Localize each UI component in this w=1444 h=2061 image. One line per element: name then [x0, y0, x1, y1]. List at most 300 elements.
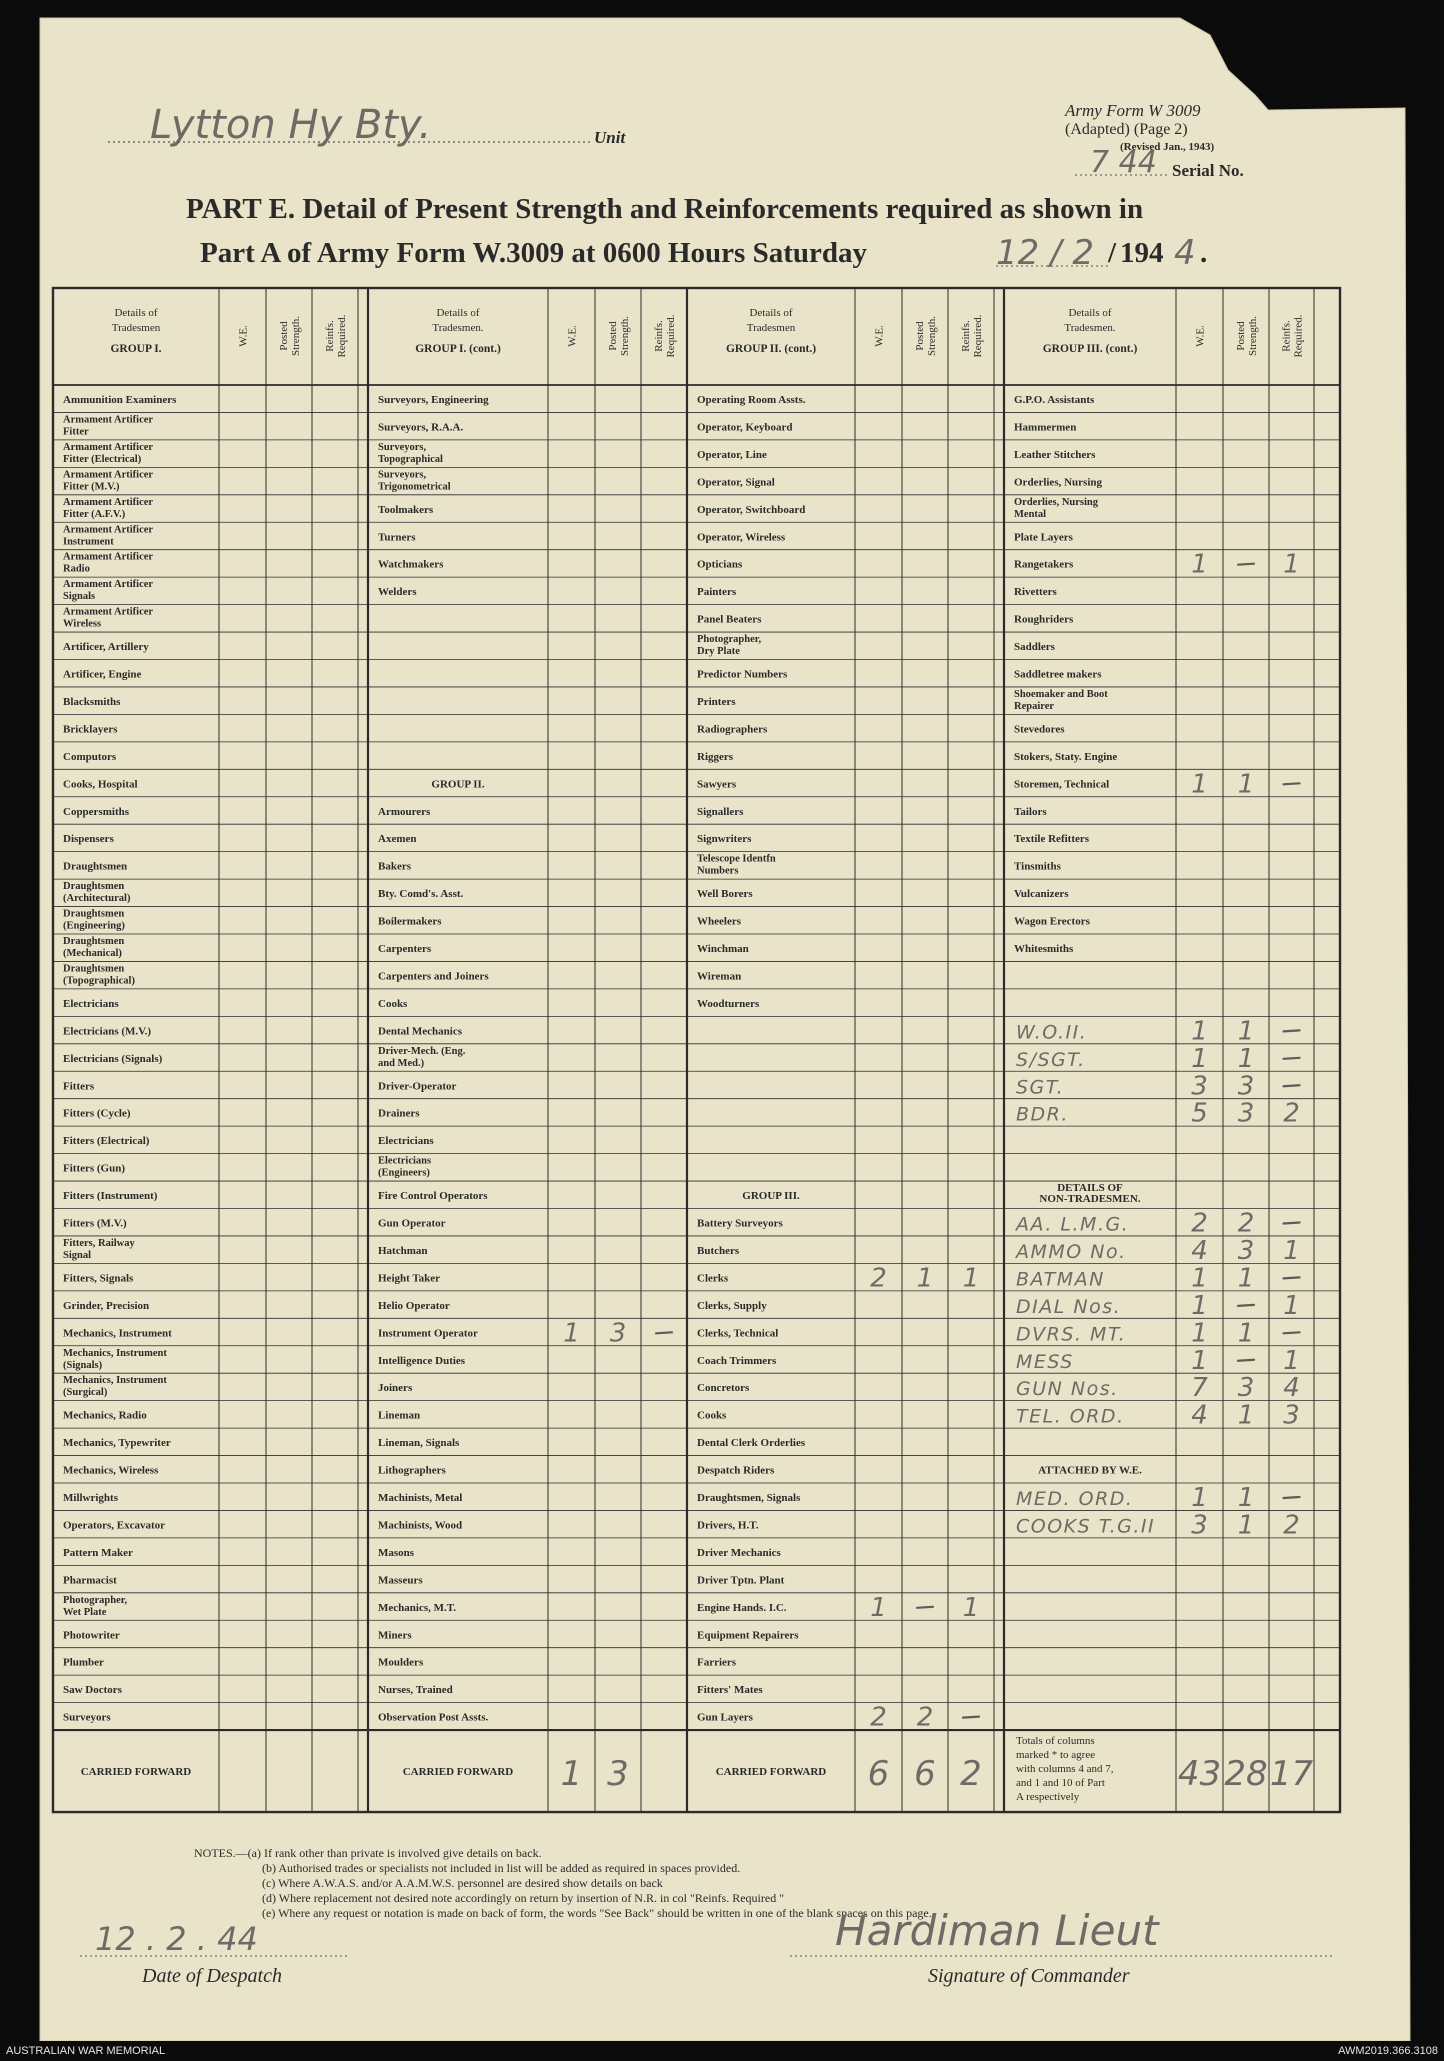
section-heading: NON-TRADESMEN.	[1039, 1193, 1141, 1206]
form-revised: (Revised Jan., 1943)	[1120, 141, 1215, 153]
handwritten-count: 1	[1191, 1016, 1208, 1047]
trade-label: Machinists, Metal	[378, 1492, 463, 1504]
carried-forward-total: 43	[1177, 1754, 1222, 1795]
despatch-label: Date of Despatch	[142, 1965, 282, 1987]
column-heading: GROUP I.	[110, 343, 162, 355]
trade-label: Boilermakers	[378, 915, 442, 928]
signature-handwritten: Hardiman Lieut	[835, 1906, 1159, 1955]
handwritten-count: 1	[1283, 549, 1300, 580]
trade-label: Armourers	[378, 805, 431, 818]
column-heading: Details of	[436, 307, 480, 319]
trade-label: Equipment Repairers	[697, 1629, 799, 1642]
trade-label: Armament Artificer	[63, 496, 154, 508]
handwritten-count: 1	[870, 1592, 887, 1623]
column-heading: Details of	[114, 307, 158, 319]
trade-label: Millwrights	[63, 1492, 118, 1504]
handwritten-rank: COOKS T.G.II	[1016, 1515, 1156, 1538]
trade-label: Wireman	[697, 970, 742, 983]
despatch-date-handwritten: 12 . 2 . 44	[95, 1920, 258, 1958]
unit-handwritten: Lytton Hy Bty.	[150, 102, 432, 148]
trade-label: Hammermen	[1014, 421, 1077, 434]
trade-label: Blacksmiths	[63, 695, 121, 708]
trade-label: (Mechanical)	[63, 948, 122, 959]
handwritten-count: 3	[1283, 1400, 1300, 1431]
trade-label: Dispensers	[63, 833, 114, 846]
trade-label: Woodturners	[697, 997, 760, 1010]
column-heading: Tradesmen	[746, 322, 796, 334]
trade-label: Carpenters and Joiners	[378, 970, 489, 983]
trade-label: Gun Operator	[378, 1217, 446, 1230]
column-subheader: Strength.	[1247, 315, 1259, 357]
trade-label: Clerks	[697, 1272, 729, 1285]
handwritten-rank: DVRS. MT.	[1016, 1323, 1127, 1346]
trade-label: Fitters	[63, 1080, 95, 1093]
trade-label: Artificer, Artillery	[63, 641, 149, 654]
signature-label: Signature of Commander	[928, 1965, 1130, 1987]
trade-label: Fitters (Electrical)	[63, 1135, 150, 1148]
column-subheader: W.E.	[1194, 325, 1207, 347]
trade-label: Numbers	[697, 865, 739, 877]
totals-note: marked * to agree	[1016, 1749, 1096, 1762]
column-subheader: Reinfs.	[653, 320, 665, 352]
handwritten-count: 2	[870, 1702, 887, 1733]
title-line-2: Part A of Army Form W.3009 at 0600 Hours Saturday	[200, 237, 867, 269]
column-heading: GROUP I. (cont.)	[415, 343, 501, 355]
form-name: Army Form W 3009	[1065, 101, 1201, 120]
section-heading: GROUP II.	[431, 778, 485, 791]
trade-label: Engine Hands. I.C.	[697, 1601, 787, 1614]
trade-label: Fitter (M.V.)	[63, 481, 120, 493]
title-year-printed: 194	[1120, 237, 1164, 269]
trade-label: Bakers	[378, 860, 411, 873]
trade-label: Mechanics, Typewriter	[63, 1437, 171, 1450]
trade-label: Stokers, Staty. Engine	[1014, 750, 1118, 763]
trade-label: Fitters' Mates	[697, 1684, 763, 1697]
carried-forward-total: 28	[1224, 1754, 1268, 1795]
trade-label: Operator, Signal	[697, 476, 775, 489]
note-c: (c) Where A.W.A.S. and/or A.A.M.W.S. personnel are desired show details on back	[262, 1876, 663, 1890]
trade-label: Leather Stitchers	[1014, 448, 1096, 461]
trade-label: Mechanics, Instrument	[63, 1375, 167, 1387]
trade-label: Driver Tptn. Plant	[697, 1574, 785, 1587]
handwritten-rank: BATMAN	[1016, 1268, 1105, 1291]
carried-forward-total: 1	[560, 1754, 583, 1795]
handwritten-count: 2	[870, 1263, 887, 1294]
trade-label: Clerks, Technical	[697, 1327, 779, 1340]
title-year-handwritten: 4	[1174, 233, 1196, 273]
handwritten-dash	[1284, 783, 1300, 784]
trade-label: (Engineers)	[378, 1167, 430, 1179]
trade-label: Fitters, Railway	[63, 1237, 135, 1249]
trade-label: Telescope Identfn	[697, 853, 776, 865]
trade-label: Toolmakers	[378, 503, 434, 516]
trade-label: Operating Room Assts.	[697, 394, 806, 406]
handwritten-count: 1	[563, 1318, 580, 1349]
trade-label: Mechanics, Radio	[63, 1409, 147, 1422]
trade-label: Shoemaker and Boot	[1014, 688, 1108, 700]
handwritten-count: 3	[1191, 1071, 1208, 1102]
trade-label: Orderlies, Nursing	[1014, 476, 1102, 489]
trade-label: Draughtsmen	[63, 936, 125, 947]
handwritten-dash	[1284, 1277, 1300, 1278]
trade-label: Masons	[378, 1546, 415, 1559]
column-subheader: Required.	[972, 314, 984, 358]
handwritten-dash	[1238, 1305, 1254, 1306]
trade-label: Opticians	[697, 558, 743, 571]
trade-label: Instrument	[63, 536, 114, 548]
handwritten-rank: AMMO No.	[1016, 1240, 1127, 1263]
trade-label: Fitters, Signals	[63, 1272, 134, 1285]
column-subheader: Required.	[665, 314, 677, 358]
trade-label: (Topographical)	[63, 975, 135, 987]
column-subheader: Posted	[278, 321, 290, 351]
trade-label: Mechanics, Instrument	[63, 1347, 167, 1359]
handwritten-count: 1	[1237, 1016, 1255, 1047]
section-heading: ATTACHED BY W.E.	[1038, 1464, 1142, 1477]
trade-label: G.P.O. Assistants	[1014, 394, 1095, 406]
trade-label: Dental Clerk Orderlies	[697, 1437, 806, 1450]
trade-label: Signallers	[697, 805, 744, 818]
handwritten-count: 1	[1237, 1043, 1255, 1074]
trade-label: Tinsmiths	[1014, 860, 1061, 873]
trade-label: Moulders	[378, 1656, 424, 1669]
handwritten-count: 4	[1191, 1235, 1208, 1266]
trade-label: Electricians (M.V.)	[63, 1025, 152, 1038]
trade-label: Surveyors, Engineering	[378, 394, 489, 406]
handwritten-count: 3	[1237, 1071, 1255, 1102]
trade-label: Rivetters	[1014, 586, 1057, 599]
carried-forward-label: CARRIED FORWARD	[80, 1766, 192, 1779]
trade-label: Draughtsmen	[63, 908, 125, 920]
trade-label: Axemen	[378, 833, 417, 846]
trade-label: Roughriders	[1014, 613, 1074, 626]
handwritten-count: 3	[1237, 1098, 1255, 1129]
handwritten-dash	[1284, 1497, 1300, 1498]
trade-label: Draughtsmen	[63, 860, 128, 873]
trade-label: Lineman	[378, 1409, 421, 1422]
column-heading: GROUP II. (cont.)	[725, 343, 817, 355]
handwritten-count: 1	[1237, 769, 1255, 800]
trade-label: Operator, Wireless	[697, 531, 786, 544]
trade-label: Storemen, Technical	[1014, 778, 1110, 791]
trade-label: Hatchman	[378, 1244, 428, 1257]
handwritten-count: 7	[1191, 1373, 1208, 1404]
trade-label: Machinists, Wood	[378, 1519, 463, 1532]
column-heading: Tradesmen	[111, 322, 161, 334]
trade-label: Operator, Keyboard	[697, 421, 793, 434]
trade-label: Photographer,	[63, 1594, 128, 1606]
trade-label: Trigonometrical	[378, 481, 451, 493]
trade-label: Armament Artificer	[63, 441, 154, 453]
trade-label: Armament Artificer	[63, 524, 154, 536]
handwritten-dash	[917, 1607, 933, 1608]
column-subheader: Posted	[607, 321, 619, 351]
trade-label: Stevedores	[1014, 723, 1065, 736]
handwritten-rank: SGT.	[1016, 1076, 1065, 1099]
archive-strip	[0, 2041, 1444, 2061]
serial-label: Serial No.	[1172, 161, 1244, 180]
trade-label: Lithographers	[378, 1464, 446, 1477]
trade-label: Well Borers	[697, 888, 753, 901]
trade-label: Miners	[378, 1629, 412, 1642]
trade-label: Dry Plate	[697, 646, 740, 658]
handwritten-count: 1	[1237, 1263, 1255, 1294]
trade-label: Armament Artificer	[63, 606, 154, 618]
column-subheader: Reinfs.	[1280, 320, 1293, 352]
column-subheader: Reinfs.	[960, 320, 972, 352]
handwritten-count: 1	[1191, 1345, 1208, 1376]
trade-label: Operators, Excavator	[63, 1519, 166, 1532]
trade-label: Plumber	[63, 1656, 104, 1669]
trade-label: Whitesmiths	[1014, 943, 1074, 955]
trade-label: Grinder, Precision	[63, 1299, 150, 1312]
trade-label: Coach Trimmers	[697, 1354, 777, 1367]
handwritten-count: 1	[1237, 1483, 1255, 1513]
totals-note: Totals of columns	[1016, 1735, 1095, 1748]
trade-label: Fitter	[63, 426, 89, 438]
title-line-1: PART E. Detail of Present Strength and Reinforcements required as shown in	[186, 193, 1144, 225]
trade-label: Battery Surveyors	[697, 1217, 783, 1230]
trade-label: Tailors	[1014, 805, 1047, 818]
trade-label: Fitters (Instrument)	[63, 1190, 158, 1203]
column-subheader: W.E.	[873, 325, 886, 347]
column-subheader: Strength.	[619, 315, 631, 357]
trade-label: Nurses, Trained	[378, 1684, 453, 1697]
trade-label: Surveyors, R.A.A.	[378, 421, 464, 434]
column-subheader: Required.	[336, 314, 348, 358]
trade-label: Watchmakers	[378, 558, 444, 571]
trade-label: Fitters (Gun)	[63, 1162, 126, 1175]
handwritten-count: 1	[1191, 1290, 1208, 1321]
trade-label: Wagon Erectors	[1014, 915, 1090, 928]
handwritten-count: 2	[1237, 1208, 1255, 1239]
trade-label: Fitters (M.V.)	[63, 1217, 127, 1230]
column-subheader: Strength.	[926, 315, 938, 357]
trade-label: Instrument Operator	[378, 1327, 478, 1340]
trade-label: Surveyors,	[378, 441, 427, 453]
handwritten-count: 1	[1191, 549, 1208, 580]
trade-label: Saddlers	[1014, 641, 1055, 654]
handwritten-count: 1	[1191, 1263, 1208, 1294]
trade-label: Helio Operator	[378, 1299, 450, 1312]
column-heading: Tradesmen.	[432, 322, 484, 334]
trade-label: Driver-Mech. (Eng.	[378, 1045, 466, 1057]
trade-label: Dental Mechanics	[378, 1025, 463, 1038]
note-e: (e) Where any request or notation is made on back of form, the words "See Back" should be written in one of the blank spaces on this page.	[262, 1906, 932, 1920]
handwritten-count: 1	[1191, 1318, 1208, 1349]
trade-label: Wet Plate	[63, 1606, 107, 1618]
trade-label: Armament Artificer	[63, 579, 154, 591]
trade-label: Panel Beaters	[697, 613, 762, 626]
trade-label: Saddletree makers	[1014, 668, 1102, 681]
trade-label: Artificer, Engine	[63, 668, 142, 681]
handwritten-rank: BDR.	[1016, 1103, 1069, 1126]
handwritten-dash	[656, 1332, 672, 1333]
trade-label: Pattern Maker	[63, 1546, 133, 1559]
handwritten-count: 1	[1191, 1483, 1208, 1513]
column-subheader: Reinfs.	[324, 320, 336, 352]
totals-note: A respectively	[1016, 1791, 1080, 1804]
trade-label: Printers	[697, 695, 736, 708]
handwritten-dash	[1284, 1085, 1300, 1086]
trade-label: Mental	[1014, 508, 1047, 520]
trade-label: Saw Doctors	[63, 1684, 122, 1697]
carried-forward-label: CARRIED FORWARD	[402, 1766, 514, 1779]
handwritten-count: 4	[1191, 1400, 1208, 1431]
trade-label: Riggers	[697, 750, 734, 763]
trade-label: and Med.)	[378, 1057, 425, 1069]
column-subheader: Posted	[914, 321, 926, 351]
archive-right: AWM2019.366.3108	[1338, 2045, 1438, 2057]
handwritten-count: 1	[1237, 1510, 1255, 1541]
trade-label: Fitters (Cycle)	[63, 1107, 131, 1120]
column-heading: Tradesmen.	[1064, 322, 1116, 334]
handwritten-count: 1	[1237, 1318, 1255, 1349]
handwritten-count: 2	[1283, 1098, 1300, 1129]
carried-forward-total: 6	[914, 1754, 936, 1795]
trade-label: Farriers	[697, 1656, 737, 1669]
trade-label: Electricians (Signals)	[63, 1052, 163, 1065]
trade-label: Fire Control Operators	[378, 1190, 488, 1203]
trade-label: Mechanics, Wireless	[63, 1464, 159, 1477]
trade-label: Draughtsmen	[63, 881, 125, 893]
unit-label: Unit	[594, 128, 626, 147]
handwritten-count: 1	[1283, 1345, 1300, 1376]
totals-note: with columns 4 and 7,	[1016, 1763, 1114, 1776]
handwritten-count: 3	[609, 1318, 627, 1349]
trade-label: Radio	[63, 563, 90, 575]
title-date-handwritten: 12 / 2	[996, 233, 1094, 273]
trade-label: Ammunition Examiners	[63, 394, 177, 406]
trade-label: Winchman	[697, 943, 749, 955]
trade-label: (Engineering)	[63, 920, 125, 932]
handwritten-dash	[1284, 1058, 1300, 1059]
title-slash: /	[1108, 237, 1117, 269]
trade-label: Topographical	[378, 453, 443, 465]
trade-label: Intelligence Duties	[378, 1354, 466, 1367]
carried-forward-label: CARRIED FORWARD	[715, 1766, 827, 1779]
handwritten-rank: AA. L.M.G.	[1016, 1213, 1130, 1236]
handwritten-dash	[1284, 1030, 1300, 1031]
trade-label: Draughtsmen, Signals	[697, 1492, 801, 1504]
handwritten-count: 1	[1283, 1235, 1300, 1266]
trade-label: Wheelers	[697, 915, 741, 928]
column-subheader: W.E.	[566, 325, 579, 347]
trade-label: Drivers, H.T.	[697, 1519, 759, 1532]
column-heading: Details of	[1068, 307, 1112, 319]
trade-label: Fitter (Electrical)	[63, 453, 142, 465]
carried-forward-total: 17	[1269, 1754, 1314, 1795]
trade-label: Bricklayers	[63, 723, 118, 736]
trade-label: Concretors	[697, 1382, 750, 1395]
trade-label: Mechanics, M.T.	[378, 1601, 457, 1614]
handwritten-count: 3	[1237, 1373, 1255, 1404]
trade-label: Surveyors	[63, 1711, 111, 1724]
trade-label: Electricians	[378, 1155, 432, 1167]
trade-label: Cooks, Hospital	[63, 778, 138, 791]
trade-label: Butchers	[697, 1244, 740, 1257]
trade-label: Operator, Switchboard	[697, 503, 806, 516]
serial-handwritten: 7 44	[1090, 145, 1157, 180]
trade-label: Signal	[63, 1249, 92, 1261]
trade-label: Bty. Comd's. Asst.	[378, 888, 464, 901]
handwritten-rank: GUN Nos.	[1016, 1378, 1119, 1401]
handwritten-dash	[1238, 564, 1254, 565]
column-subheader: Strength.	[290, 315, 302, 357]
trade-label: Driver Mechanics	[697, 1546, 781, 1559]
archive-left: AUSTRALIAN WAR MEMORIAL	[6, 2045, 166, 2057]
trade-label: (Signals)	[63, 1359, 103, 1371]
trade-label: Height Taker	[378, 1272, 441, 1285]
trade-label: Radiographers	[697, 723, 768, 736]
trade-label: Predictor Numbers	[697, 668, 788, 681]
trade-label: Textile Refitters	[1014, 833, 1090, 846]
handwritten-dash	[963, 1717, 979, 1718]
trade-label: Repairer	[1014, 700, 1055, 712]
trade-label: Plate Layers	[1014, 531, 1073, 544]
trade-label: (Architectural)	[63, 893, 131, 905]
trade-label: Draughtsmen	[63, 963, 125, 975]
handwritten-count: 1	[1283, 1290, 1300, 1321]
trade-label: Coppersmiths	[63, 805, 130, 818]
handwritten-count: 2	[1283, 1510, 1300, 1541]
handwritten-count: 5	[1191, 1098, 1208, 1129]
carried-forward-total: 6	[867, 1754, 890, 1795]
trade-label: Cooks	[378, 997, 408, 1010]
trade-label: Photowriter	[63, 1629, 120, 1642]
trade-label: Photographer,	[697, 634, 762, 646]
note-d: (d) Where replacement not desired note accordingly on return by insertion of N.R. in col "Reinfs. Required "	[262, 1891, 785, 1905]
trade-label: Gun Layers	[697, 1711, 753, 1724]
trade-label: Wireless	[63, 618, 102, 630]
carried-forward-total: 2	[960, 1754, 982, 1795]
handwritten-count: 3	[1237, 1235, 1255, 1266]
handwritten-rank: MED. ORD.	[1016, 1488, 1134, 1510]
trade-label: Armament Artificer	[63, 469, 154, 481]
handwritten-count: 3	[1191, 1510, 1208, 1541]
trade-label: Clerks, Supply	[697, 1299, 767, 1312]
trade-label: Turners	[378, 531, 416, 544]
handwritten-rank: MESS	[1016, 1350, 1074, 1373]
trade-label: Driver-Operator	[378, 1080, 457, 1093]
handwritten-rank: W.O.II.	[1016, 1021, 1088, 1044]
column-subheader: Required.	[1292, 314, 1305, 358]
trade-label: Fitter (A.F.V.)	[63, 508, 126, 520]
handwritten-count: 4	[1283, 1373, 1300, 1404]
section-heading: GROUP III.	[742, 1190, 800, 1203]
trade-label: Signals	[63, 591, 96, 603]
column-heading: GROUP III. (cont.)	[1042, 343, 1138, 355]
trade-label: (Surgical)	[63, 1387, 108, 1399]
trade-label: Sawyers	[697, 778, 737, 791]
column-subheader: W.E.	[237, 325, 250, 347]
trade-label: Surveyors,	[378, 469, 427, 481]
title-period: .	[1200, 237, 1208, 269]
trade-label: Painters	[697, 586, 737, 599]
handwritten-dash	[1238, 1360, 1254, 1361]
column-subheader: Posted	[1235, 321, 1247, 351]
handwritten-rank: S/SGT.	[1016, 1048, 1086, 1071]
trade-label: Masseurs	[378, 1574, 423, 1587]
trade-label: Cooks	[697, 1409, 727, 1422]
handwritten-rank: TEL. ORD.	[1016, 1405, 1125, 1428]
trade-label: Mechanics, Instrument	[63, 1327, 172, 1340]
trade-label: Signwriters	[697, 833, 752, 846]
trade-label: Rangetakers	[1014, 558, 1074, 571]
handwritten-count: 1	[962, 1592, 980, 1623]
trade-label: Armament Artificer	[63, 551, 154, 563]
handwritten-rank: DIAL Nos.	[1016, 1295, 1122, 1318]
